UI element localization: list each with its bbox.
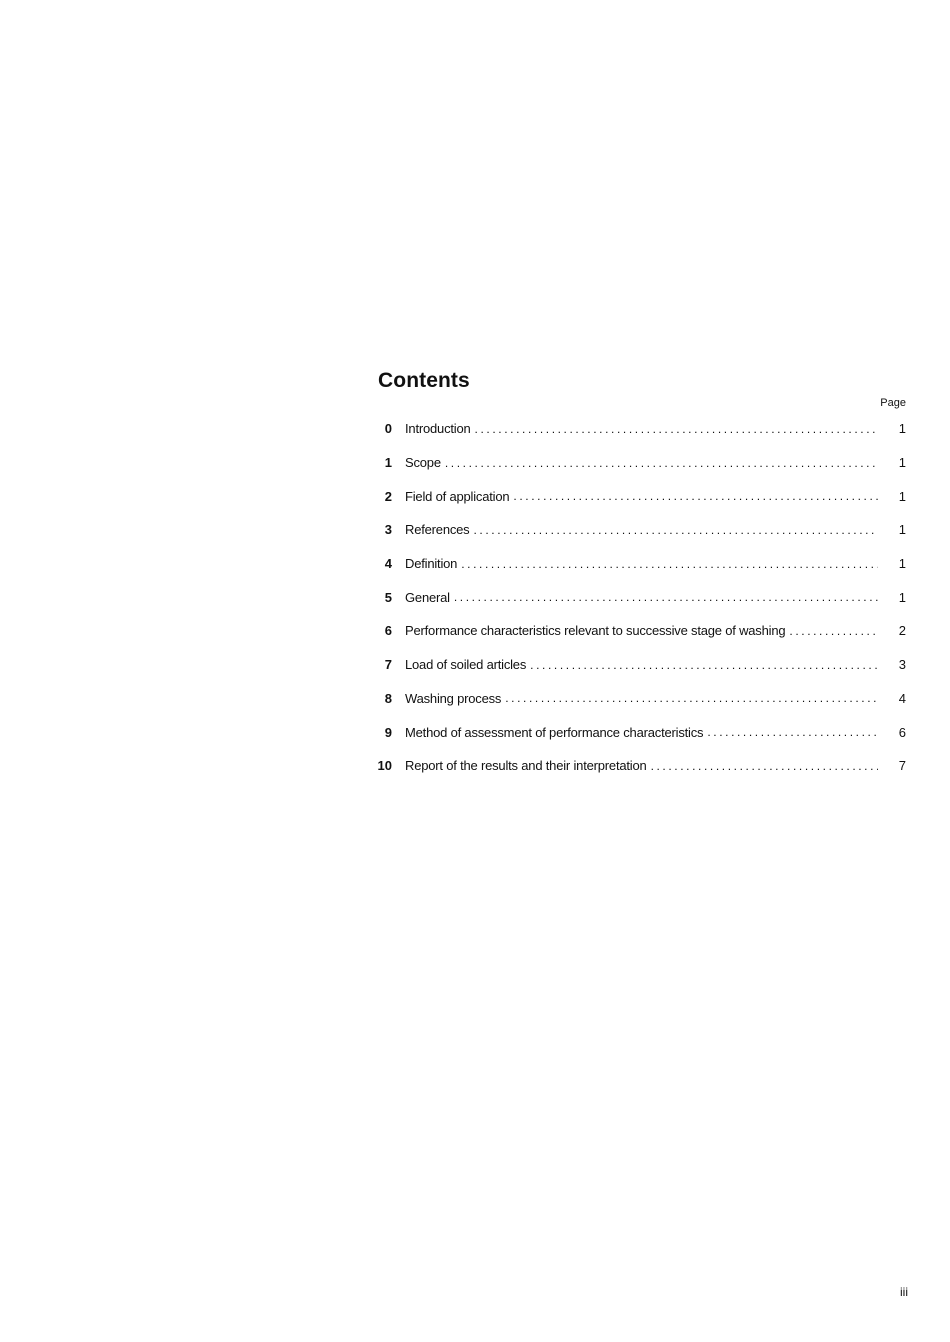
dot-leader — [530, 658, 878, 672]
toc-entry-number: 6 — [384, 623, 392, 639]
toc-entry-page: 3 — [898, 657, 906, 673]
toc-entry-number: 3 — [384, 522, 392, 538]
toc-entry[interactable] — [372, 648, 908, 682]
dot-leader — [651, 759, 878, 773]
page-number: iii — [900, 1285, 908, 1299]
dot-leader — [461, 557, 878, 571]
toc-entry-title: Report of the results and their interpretation — [405, 758, 647, 774]
toc-entry-page: 1 — [898, 488, 906, 504]
toc-entry-page: 1 — [898, 421, 906, 437]
toc-entry[interactable] — [372, 614, 908, 648]
toc-entry-title: References — [405, 522, 470, 538]
toc-entry-number: 2 — [384, 488, 392, 504]
dot-leader — [445, 456, 878, 470]
toc-entry-number: 8 — [384, 690, 392, 706]
toc-entry[interactable] — [372, 715, 908, 749]
toc-entry[interactable] — [372, 446, 908, 480]
toc-entry-number: 5 — [384, 589, 392, 605]
dot-leader — [475, 422, 878, 436]
toc-entry-page: 6 — [898, 724, 906, 740]
toc-entry-title: Definition — [405, 556, 458, 572]
page-column-header: Page — [880, 397, 906, 409]
toc-entry[interactable] — [372, 547, 908, 581]
toc-entry-page: 2 — [898, 623, 906, 639]
toc-entry-number: 7 — [384, 657, 392, 673]
toc-entry-title: Load of soiled articles — [405, 657, 527, 673]
toc-entry-number: 0 — [384, 421, 392, 437]
toc-entry-title: General — [405, 589, 450, 605]
dot-leader — [513, 489, 878, 503]
toc-entry-title: Introduction — [405, 421, 471, 437]
dot-leader — [707, 725, 878, 739]
table-of-contents — [372, 412, 908, 783]
toc-entry-number: 9 — [384, 724, 392, 740]
dot-leader — [454, 590, 878, 604]
toc-entry-page: 1 — [898, 589, 906, 605]
toc-entry-title: Washing process — [405, 690, 502, 706]
toc-entry-title: Method of assessment of performance characteristics — [405, 724, 704, 740]
toc-entry[interactable] — [372, 749, 908, 783]
toc-entry-page: 1 — [898, 522, 906, 538]
dot-leader — [789, 624, 878, 638]
toc-entry-title: Scope — [405, 455, 441, 471]
toc-entry[interactable] — [372, 513, 908, 547]
dot-leader — [473, 523, 878, 537]
toc-entry[interactable] — [372, 412, 908, 446]
dot-leader — [505, 691, 878, 705]
toc-entry-page: 1 — [898, 556, 906, 572]
toc-entry-number: 10 — [377, 758, 392, 774]
toc-entry-title: Performance characteristics relevant to successive stage of washing — [405, 623, 786, 639]
toc-entry-page: 1 — [898, 455, 906, 471]
toc-entry-page: 4 — [898, 690, 906, 706]
toc-entry-page: 7 — [898, 758, 906, 774]
toc-entry[interactable] — [372, 479, 908, 513]
toc-entry[interactable] — [372, 580, 908, 614]
toc-entry-title: Field of application — [405, 488, 510, 504]
contents-heading: Contents — [378, 369, 470, 392]
toc-entry-number: 1 — [384, 455, 392, 471]
toc-entry-number: 4 — [384, 556, 392, 572]
toc-entry[interactable] — [372, 682, 908, 716]
